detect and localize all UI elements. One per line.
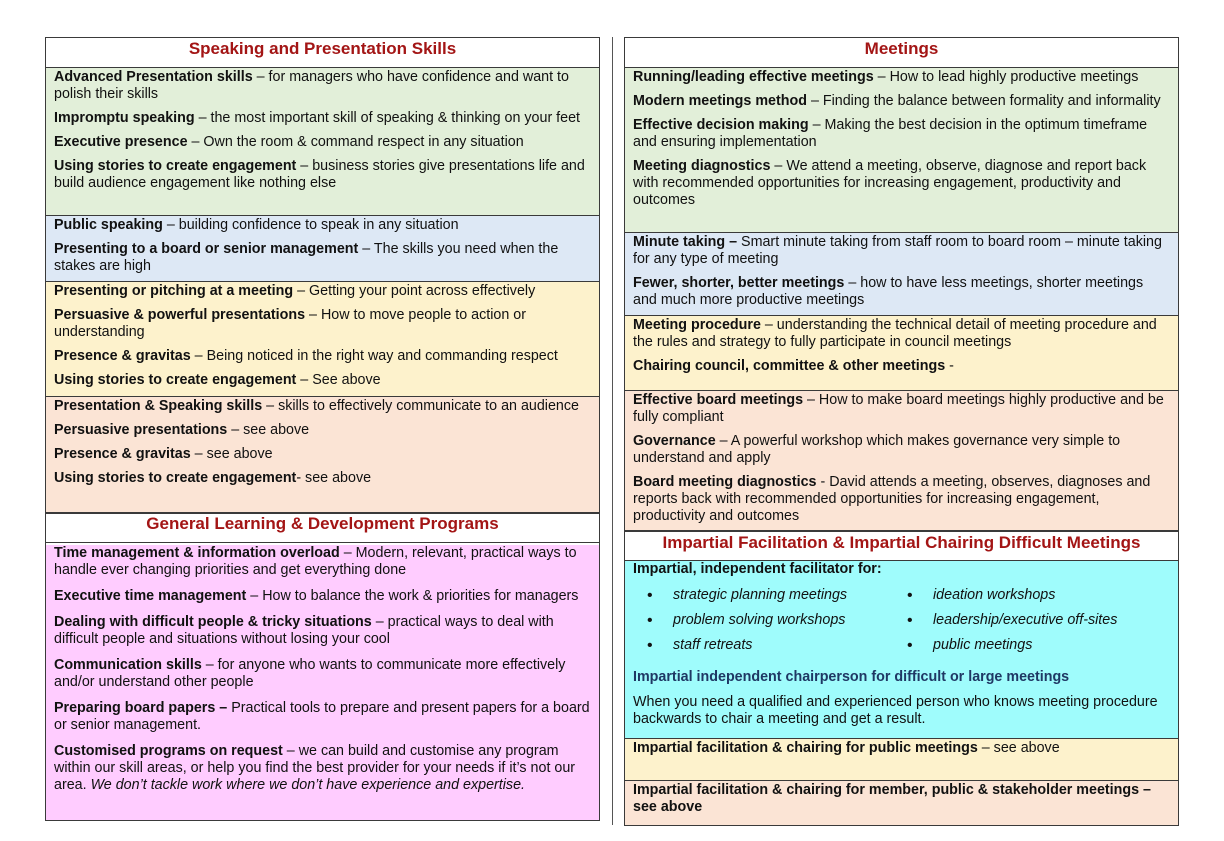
course-name: Presence & gravitas [54,446,191,462]
course-description: – for managers who have confidence and want to polish their skills [54,69,569,102]
general-programs-title: General Learning & Development Programs [46,513,599,543]
program-description: – practical ways to deal with difficult people and situations without losing your cool [54,614,554,647]
course-item [54,158,591,192]
program-item [54,588,591,605]
program-item [54,700,591,734]
speaking-skills-panel [45,37,600,821]
right-column [624,37,1179,826]
course-item [54,470,591,487]
facilitator-bullet-item: • staff retreats [633,637,893,654]
member-meetings-group [625,781,1178,825]
speaking-group-public [46,216,599,282]
program-description: – we can build and customise any program within our skill areas, or help you find the best provider for your needs if it’s not our area. [54,743,576,793]
public-meetings-group [625,739,1178,781]
program-name: Preparing board papers – [54,700,228,716]
course-name: Modern meetings method [633,93,807,109]
course-name: Presence & gravitas [54,348,191,364]
course-description: – the most important skill of speaking & thinking on your feet [194,110,581,126]
program-name: Customised programs on request [54,743,283,759]
course-item [633,69,1170,86]
course-item [54,372,591,389]
course-item [633,93,1170,110]
course-item [633,234,1170,268]
facilitator-bullet-item: • leadership/executive off-sites [893,612,1153,629]
course-name: Using stories to create engagement [54,372,297,388]
course-item [54,398,591,415]
program-name: Dealing with difficult people & tricky situations [54,614,372,630]
course-name: Board meeting diagnostics [633,474,817,490]
course-item [54,446,591,463]
course-item [633,433,1170,467]
course-description: – how to have less meetings, shorter meetings and much more productive meetings [633,275,1144,308]
meetings-panel [624,37,1179,826]
speaking-group-meeting [46,282,599,397]
program-item [54,614,591,648]
course-name: Presenting or pitching at a meeting [54,283,294,299]
course-item [54,307,591,341]
course-name: Running/leading effective meetings [633,69,874,85]
program-description: Practical tools to prepare and present papers for a board or senior management. [54,700,590,733]
course-name: Effective board meetings [633,392,804,408]
course-item [54,110,591,127]
public-meetings-text: – see above [977,740,1060,756]
course-description: - [945,358,954,374]
course-description: – How to make board meetings highly productive and be fully compliant [633,392,1164,425]
general-programs-list [46,545,599,820]
course-description: – business stories give presentations life and build audience engagement like nothing else [54,158,585,191]
course-name: Presentation & Speaking skills [54,398,263,414]
course-name: Effective decision making [633,117,809,133]
public-meetings-item [633,740,1170,757]
course-description: - see above [296,470,372,486]
program-description: – Modern, relevant, practical ways to handle ever changing priorities and get everything done [54,545,577,578]
course-description: – How to move people to action or understanding [54,307,527,340]
course-item [633,474,1170,525]
course-item [633,117,1170,151]
course-name: Governance [633,433,716,449]
meetings-group-board [625,391,1178,531]
course-item [633,158,1170,209]
program-name: Communication skills [54,657,202,673]
course-description: – skills to effectively communicate to an audience [262,398,579,414]
course-description: – See above [296,372,381,388]
course-name: Executive presence [54,134,188,150]
course-description: – Finding the balance between formality and informality [806,93,1161,109]
meetings-title: Meetings [625,38,1178,68]
left-column [45,37,600,821]
meetings-group-procedure [625,316,1178,391]
chairperson-heading: Impartial independent chairperson for difficult or large meetings [633,669,1070,685]
course-name: Minute taking – [633,234,738,250]
course-name: Presenting to a board or senior management [54,241,359,257]
course-name: Persuasive presentations [54,422,228,438]
course-item [54,69,591,103]
course-name: Persuasive & powerful presentations [54,307,306,323]
course-description: – building confidence to speak in any situation [162,217,459,233]
course-description: – see above [227,422,310,438]
facilitation-title: Impartial Facilitation & Impartial Chairing Difficult Meetings [625,531,1178,561]
course-name: Chairing council, committee & other meetings [633,358,946,374]
program-description: – How to balance the work & priorities for managers [246,588,579,604]
meetings-group-minutes [625,233,1178,316]
course-item [54,283,591,300]
course-name: Fewer, shorter, better meetings [633,275,845,291]
program-name: Time management & information overload [54,545,340,561]
course-item [633,317,1170,351]
column-divider [612,37,613,825]
course-description: – Own the room & command respect in any situation [187,134,524,150]
facilitation-panel [625,561,1178,739]
program-name: Executive time management [54,588,247,604]
course-item [54,217,591,234]
course-description: – We attend a meeting, observe, diagnose and report back with recommended opportunities for increasing engagement, productivity and outcomes [633,158,1147,208]
speaking-group-advanced [46,68,599,216]
speaking-skills-title: Speaking and Presentation Skills [46,38,599,68]
course-name: Public speaking [54,217,163,233]
course-description: – How to lead highly productive meetings [873,69,1139,85]
program-item [54,743,591,794]
course-description: – A powerful workshop which makes governance very simple to understand and apply [633,433,1121,466]
program-item [54,657,591,691]
program-note: We don’t tackle work where we don’t have experience and expertise. [90,777,526,793]
course-description: Smart minute taking from staff room to board room – minute taking for any type of meeting [633,234,1162,267]
course-name: Advanced Presentation skills [54,69,253,85]
course-name: Meeting diagnostics [633,158,771,174]
course-description: – Being noticed in the right way and commanding respect [190,348,558,364]
course-item [633,275,1170,309]
course-name: Meeting procedure [633,317,761,333]
program-item [54,545,591,579]
chairperson-text: When you need a qualified and experienced person who knows meeting procedure backwards to chair a meeting and get a result. [633,694,1158,727]
course-item [633,358,1170,375]
meetings-group-running [625,68,1178,233]
course-name: Impromptu speaking [54,110,195,126]
facilitator-heading: Impartial, independent facilitator for: [633,561,882,577]
facilitator-bullet-item: • strategic planning meetings [633,587,893,604]
public-meetings-bold: Impartial facilitation & chairing for public meetings [633,740,978,756]
course-item [54,422,591,439]
facilitator-bullet-item: • public meetings [893,637,1153,654]
course-description: – Getting your point across effectively [293,283,536,299]
facilitator-bullet-item: • ideation workshops [893,587,1153,604]
course-item [633,392,1170,426]
course-description: – The skills you need when the stakes are high [54,241,559,274]
course-description: – understanding the technical detail of meeting procedure and the rules and strategy to fully participate in council meetings [633,317,1157,350]
member-meetings-bold: Impartial facilitation & chairing for member, public & stakeholder meetings – see above [633,782,1151,815]
course-description: – Making the best decision in the optimum timeframe and ensuring implementation [633,117,1148,150]
course-description: – see above [190,446,273,462]
facilitator-bullet-list [633,587,1170,654]
member-meetings-item [633,782,1170,816]
course-item [54,134,591,151]
facilitator-bullet-item: • problem solving workshops [633,612,893,629]
speaking-group-presentation [46,397,599,513]
course-item [54,348,591,365]
course-description: - David attends a meeting, observes, diagnoses and reports back with recommended opportunities for increasing engagement, productivity and outcomes [633,474,1151,524]
course-name: Using stories to create engagement [54,470,297,486]
program-description: – for anyone who wants to communicate more effectively and/or understand other people [54,657,566,690]
course-name: Using stories to create engagement [54,158,297,174]
course-item [54,241,591,275]
